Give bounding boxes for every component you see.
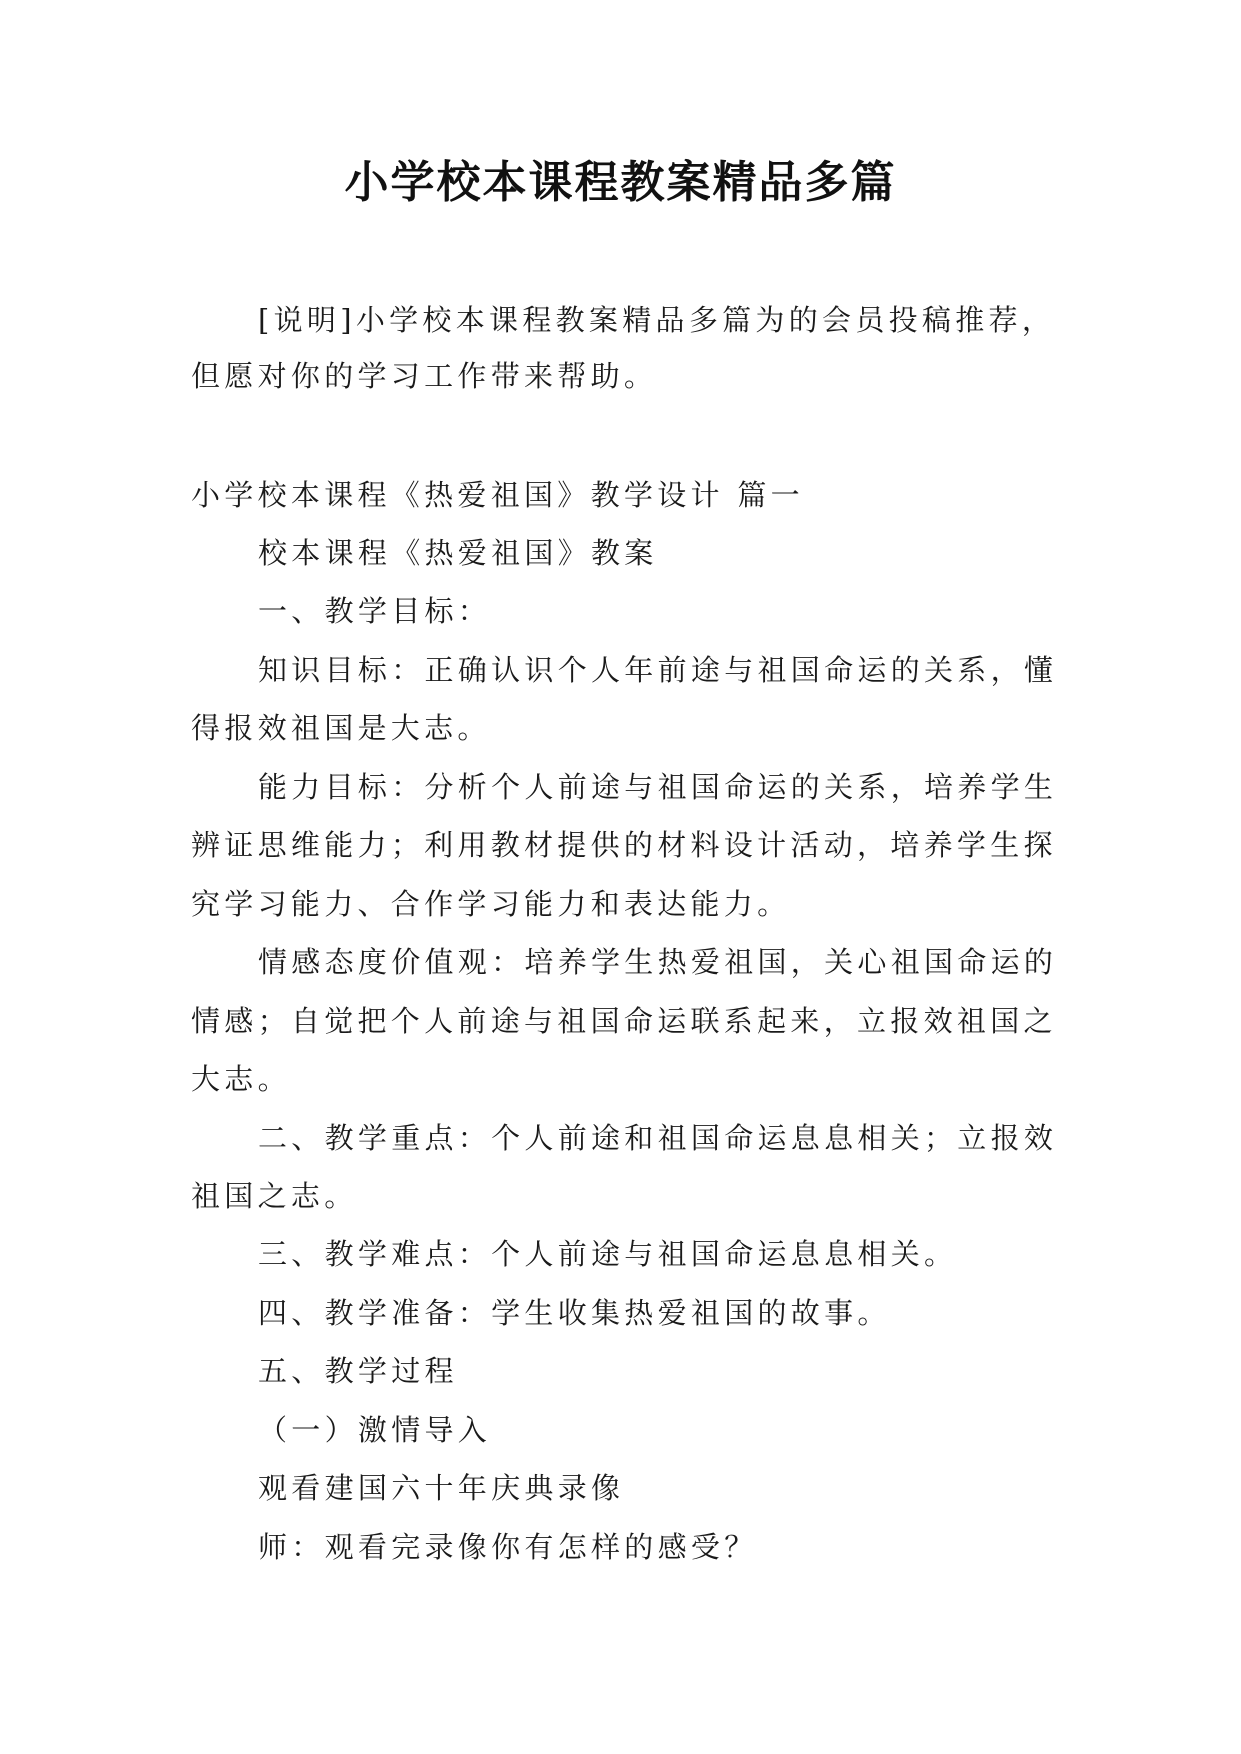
- paragraph-line: 观看建国六十年庆典录像: [258, 1471, 625, 1505]
- paragraph-line: 一、教学目标：: [258, 594, 492, 628]
- paragraph-line: 能力目标：分析个人前途与祖国命运的关系，培养学生: [258, 770, 1058, 804]
- paragraph-line: 辨证思维能力；利用教材提供的材料设计活动，培养学生探: [191, 828, 1057, 862]
- paragraph-line: 大志。: [191, 1062, 291, 1096]
- paragraph-line: 二、教学重点：个人前途和祖国命运息息相关；立报效: [258, 1121, 1058, 1155]
- paragraph-line: （一）激情导入: [258, 1413, 492, 1447]
- paragraph-line: 师：观看完录像你有怎样的感受？: [258, 1530, 758, 1564]
- paragraph-line: 知识目标：正确认识个人年前途与祖国命运的关系，懂: [258, 653, 1058, 687]
- paragraph-line: 五、教学过程: [258, 1354, 458, 1388]
- document-title: 小学校本课程教案精品多篇: [344, 157, 897, 208]
- paragraph-line: 三、教学难点：个人前途与祖国命运息息相关。: [258, 1237, 958, 1271]
- paragraph-line: 究学习能力、合作学习能力和表达能力。: [191, 887, 791, 921]
- paragraph-line: 四、教学准备：学生收集热爱祖国的故事。: [258, 1296, 891, 1330]
- paragraph-line: 情感；自觉把个人前途与祖国命运联系起来，立报效祖国之: [191, 1004, 1057, 1038]
- paragraph-line: 情感态度价值观：培养学生热爱祖国，关心祖国命运的: [258, 945, 1058, 979]
- section-heading: 小学校本课程《热爱祖国》教学设计 篇一: [191, 478, 804, 512]
- intro-line: [说明]小学校本课程教案精品多篇为的会员投稿推荐，: [258, 303, 1056, 337]
- lesson-title: 校本课程《热爱祖国》教案: [258, 536, 658, 570]
- intro-line: 但愿对你的学习工作带来帮助。: [191, 359, 658, 393]
- paragraph-line: 得报效祖国是大志。: [191, 711, 491, 745]
- paragraph-line: 祖国之志。: [191, 1179, 358, 1213]
